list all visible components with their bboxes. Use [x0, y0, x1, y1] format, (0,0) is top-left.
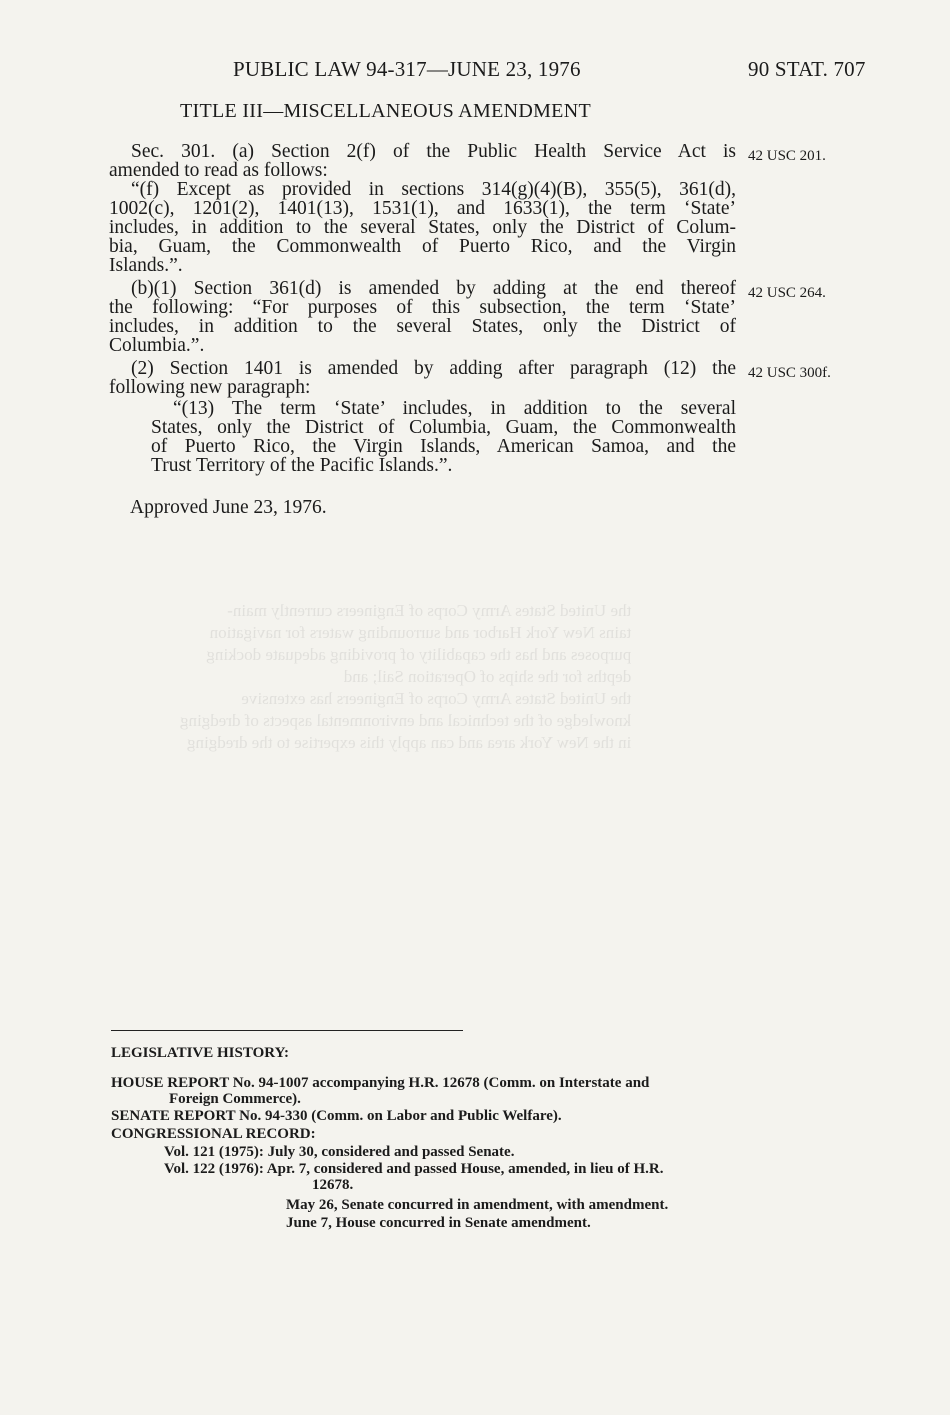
text-line: Islands.”.	[109, 255, 183, 276]
section-301-a	[109, 142, 736, 275]
title-heading: TITLE III—MISCELLANEOUS AMENDMENT	[180, 100, 591, 122]
record-vol-121: Vol. 121 (1975): July 30, considered and passed Senate.	[164, 1144, 515, 1160]
text-line: the following: “For purposes of this subsection, the term ‘State’	[109, 297, 736, 318]
senate-report: SENATE REPORT No. 94-330 (Comm. on Labor and Public Welfare).	[111, 1108, 562, 1124]
text-line: (b)(1) Section 361(d) is amended by adding at the end thereof	[131, 278, 736, 299]
text-line: States, only the District of Columbia, Guam, the Commonwealth	[151, 417, 736, 438]
margin-note-usc: 42 USC 201.	[748, 148, 826, 164]
record-may-26: May 26, Senate concurred in amendment, with amendment.	[286, 1197, 669, 1213]
record-vol-122	[164, 1161, 664, 1193]
text-line: 1002(c), 1201(2), 1401(13), 1531(1), and 1633(1), the term ‘State’	[109, 198, 736, 219]
text-line: Columbia.”.	[109, 335, 205, 356]
text-line: Sec. 301. (a) Section 2(f) of the Public Health Service Act is	[131, 141, 736, 162]
legislative-history-heading: LEGISLATIVE HISTORY:	[111, 1045, 290, 1061]
approval-date: Approved June 23, 1976.	[130, 497, 327, 518]
text-line: of Puerto Rico, the Virgin Islands, American Samoa, and the	[151, 436, 736, 457]
section-301-b1	[109, 279, 736, 355]
margin-note-usc: 42 USC 264.	[748, 285, 826, 301]
statute-page-number: 90 STAT. 707	[748, 57, 866, 81]
text-line: includes, in addition to the several States, only the District of	[109, 316, 736, 337]
section-301-b2	[109, 359, 736, 397]
quoted-paragraph-13	[151, 399, 736, 475]
text-line: Trust Territory of the Pacific Islands.”.	[151, 455, 453, 476]
text-line: HOUSE REPORT No. 94-1007 accompanying H.R. 12678 (Comm. on Interstate and	[111, 1075, 650, 1091]
text-line: “(13) The term ‘State’ includes, in addition to the several	[173, 398, 736, 419]
text-line: Vol. 122 (1976): Apr. 7, considered and passed House, amended, in lieu of H.R.	[164, 1161, 664, 1177]
text-line: Foreign Commerce).	[169, 1091, 301, 1107]
text-line: includes, in addition to the several States, only the District of Colum-	[109, 217, 736, 238]
house-report	[111, 1075, 649, 1107]
congressional-record-heading: CONGRESSIONAL RECORD:	[111, 1126, 316, 1142]
text-line: bia, Guam, the Commonwealth of Puerto Rico, and the Virgin	[109, 236, 736, 257]
running-header: PUBLIC LAW 94-317—JUNE 23, 1976	[233, 57, 581, 81]
text-line: following new paragraph:	[109, 377, 311, 398]
text-line: “(f) Except as provided in sections 314(g)(4)(B), 355(5), 361(d),	[131, 179, 736, 200]
record-june-7: June 7, House concurred in Senate amendment.	[286, 1215, 591, 1231]
bleed-through-decoration: the United States Army Corps of Engineers currently main- tains New York Harbor and surrounding waters for navigation purposes and has the capability of providing adequate docking depths for the ships of Operation Sail; and the United States Army Corps of Engineers has extensive knowledge of the technical and environmental aspects of dredging in the New York area and can apply this expertise to the dredging	[180, 601, 632, 752]
margin-note-usc: 42 USC 300f.	[748, 365, 831, 381]
text-line: (2) Section 1401 is amended by adding after paragraph (12) the	[131, 358, 736, 379]
text-line: amended to read as follows:	[109, 160, 328, 181]
section-divider-rule	[111, 1030, 463, 1031]
text-line: 12678.	[312, 1177, 354, 1193]
